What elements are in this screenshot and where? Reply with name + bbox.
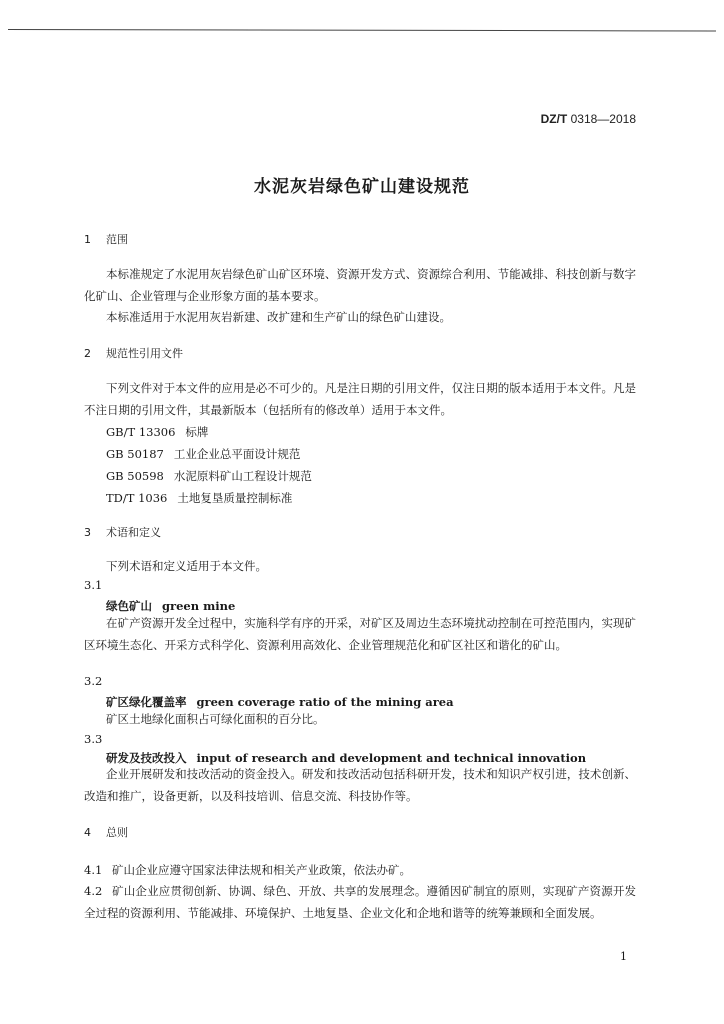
section-2-intro-text: 下列文件对于本文件的应用是必不可少的。凡是注日期的引用文件，仅注日期的版本适用于本文件。凡是不注日期的引用文件，其最新版本（包括所有的修改单）适用于本文件。 [84,381,636,417]
term-zh: 绿色矿山 [106,599,152,613]
term-3-3-definition [84,764,636,807]
reference-title: 水泥原料矿山工程设计规范 [173,469,312,483]
term-definition-text: 企业开展研发和技改活动的资金投入。研发和技改活动包括科研开发，技术和知识产权引进，技术创新、改造和推广，设备更新，以及科技培训、信息交流、科技协作等。 [84,767,636,803]
reference-title: 标牌 [185,425,209,439]
reference-item [106,446,300,462]
section-1-paragraph-2 [84,307,636,329]
term-definition-text: 矿区土地绿化面积占可绿化面积的百分比。 [106,712,325,726]
term-3-1-number: 3.1 [84,578,103,592]
section-3-heading [84,525,161,541]
clause-text: 矿山企业应贯彻创新、协调、绿色、开放、共享的发展理念。遵循因矿制宜的原则，实现矿产资源开发全过程的资源利用、节能减排、环境保护、土地复垦、企业文化和企地和谐等的统筹兼顾和全面发展。 [84,884,636,920]
term-3-1-definition [84,613,636,656]
section-1-p1-text: 本标准规定了水泥用灰岩绿色矿山矿区环境、资源开发方式、资源综合利用、节能减排、科技创新与数字化矿山、企业管理与企业形象方面的基本要求。 [84,267,636,303]
term-zh: 研发及技改投入 [106,751,187,765]
reference-code: GB 50187 [106,447,164,461]
section-1-title: 范围 [106,233,128,246]
clause-text: 矿山企业应遵守国家法律法规和相关产业政策，依法办矿。 [112,863,411,877]
term-3-3-number: 3.3 [84,732,103,746]
clause-4-2 [84,881,636,924]
term-3-2-number: 3.2 [84,674,103,688]
standard-code-prefix: DZ/T [540,112,568,126]
term-definition-text: 在矿产资源开发全过程中，实施科学有序的开采，对矿区及周边生态环境扰动控制在可控范围内，实现矿区环境生态化、开采方式科学化、资源利用高效化、企业管理规范化和矿区社区和谐化的矿山。 [84,616,636,652]
section-2-intro [84,378,636,421]
standard-code-number: 0318—2018 [570,112,636,126]
page-number: 1 [620,950,627,963]
section-4-title: 总则 [106,826,128,839]
clause-number: 4.1 [84,863,103,877]
term-en: green coverage ratio of the mining area [196,695,454,709]
section-4-number: 4 [84,826,91,839]
header-rule [8,29,716,31]
term-3-1-name [106,598,235,614]
section-3-intro [84,556,636,578]
section-1-number: 1 [84,233,91,246]
reference-item [106,424,208,440]
reference-code: GB/T 13306 [106,425,176,439]
term-3-2-name [106,694,454,710]
section-1-paragraph-1 [84,264,636,307]
term-3-2-definition [84,709,636,731]
section-2-heading [84,346,183,362]
reference-title: 工业企业总平面设计规范 [173,447,301,461]
reference-item [106,490,292,506]
section-2-title: 规范性引用文件 [106,347,183,360]
document-title: 水泥灰岩绿色矿山建设规范 [254,177,470,197]
section-2-number: 2 [84,347,91,360]
term-en: input of research and development and technical innovation [196,751,587,765]
clause-4-1 [84,860,636,882]
standard-code [541,112,636,126]
section-4-heading [84,825,128,841]
term-zh: 矿区绿化覆盖率 [106,695,187,709]
section-1-heading [84,232,128,248]
section-1-p2-text: 本标准适用于水泥用灰岩新建、改扩建和生产矿山的绿色矿山建设。 [106,310,451,324]
section-3-title: 术语和定义 [106,526,161,539]
reference-code: GB 50598 [106,469,164,483]
section-3-number: 3 [84,526,91,539]
reference-code: TD/T 1036 [106,491,168,505]
term-en: green mine [162,599,236,613]
reference-item [106,468,312,484]
reference-title: 土地复垦质量控制标准 [177,491,293,505]
clause-number: 4.2 [84,884,103,898]
section-3-intro-text: 下列术语和定义适用于本文件。 [106,559,267,573]
